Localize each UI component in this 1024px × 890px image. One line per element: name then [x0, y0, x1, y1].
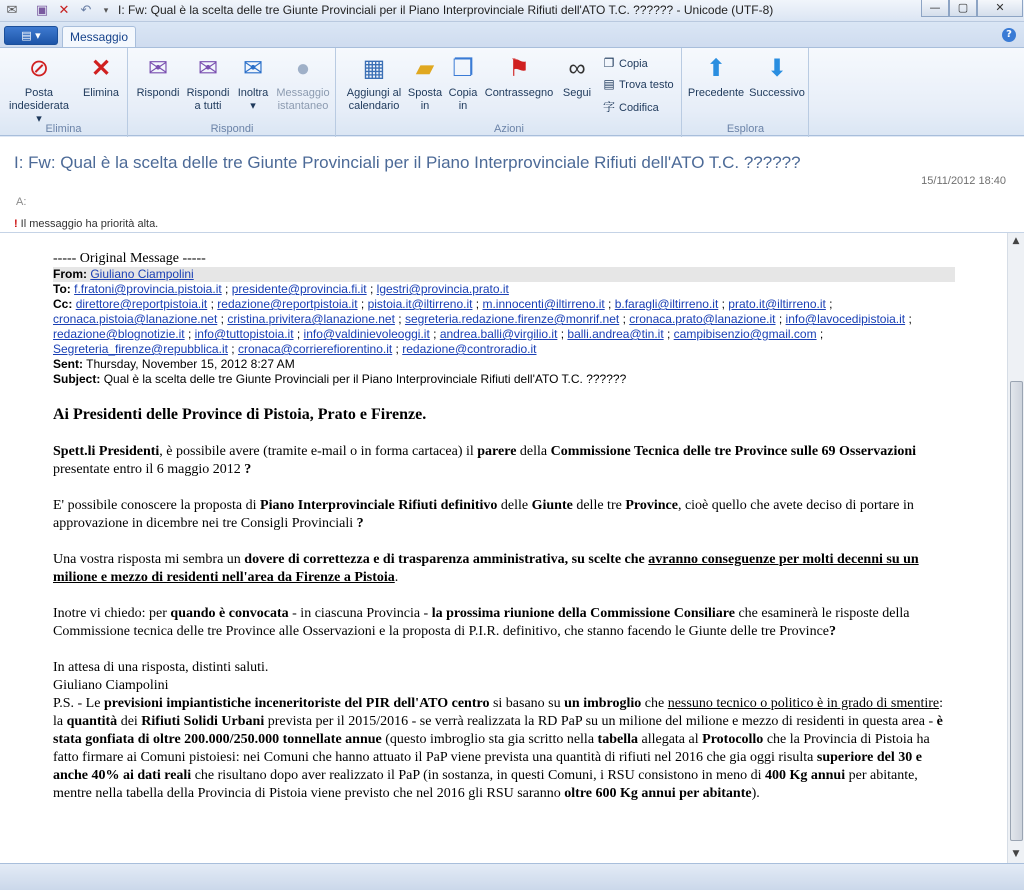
close-button[interactable]: ✕ — [977, 0, 1023, 17]
delete-button[interactable] — [76, 54, 126, 100]
message-header — [0, 137, 1024, 233]
customize-quick-icon[interactable]: ▾ — [103, 6, 109, 16]
ps-h: quantità — [66, 714, 118, 729]
forward-button[interactable] — [233, 54, 273, 113]
p1-d: della — [516, 444, 551, 459]
cc-link[interactable]: direttore@reportpistoia.it — [75, 297, 208, 311]
message-subject: I: Fw: Qual è la scelta delle tre Giunte Provinciali per il Piano Interprovinciale Rifiuti dell'ATO T.C. ?????? — [14, 153, 801, 172]
cc-field-label: Cc: — [53, 297, 73, 311]
sent-value: Thursday, November 15, 2012 8:27 AM — [86, 357, 295, 371]
cc-line: cronaca.pistoia@lanazione.net ; cristina.privitera@lanazione.net ; segreteria.redazione.firenze@monrif.net ; cronaca.prato@lanazione.it ; info@lavocedipistoia.it ; — [53, 312, 912, 326]
reply-all-icon: ✉ — [197, 55, 219, 82]
original-subject-value: Qual è la scelta delle tre Giunte Provinciali per il Piano Interprovinciale Rifiuti dell'ATO T.C. ?????? — [103, 372, 627, 386]
ps-w: ). — [751, 786, 760, 801]
from-link[interactable]: Giuliano Ciampolini — [90, 267, 194, 281]
messenger-icon: ● — [295, 55, 311, 82]
reply-quick-icon[interactable]: ↶ — [80, 3, 92, 18]
previous-button[interactable] — [687, 54, 745, 100]
cc-link[interactable]: cronaca.prato@lanazione.it — [629, 312, 776, 326]
folder-move-icon: ▰ — [415, 55, 435, 82]
p2-f: Province — [625, 498, 678, 513]
ps-d: un imbroglio — [564, 696, 642, 711]
ps-m: (questo imbroglio sta gia scritto nella — [381, 732, 598, 747]
original-subject-line — [53, 372, 953, 387]
group-delete — [0, 48, 128, 137]
to-link[interactable]: f.fratoni@provincia.pistoia.it — [74, 282, 222, 296]
forward-label-1: Inoltra — [237, 87, 269, 99]
p2-d: Giunte — [531, 498, 573, 513]
copy-to-icon: ❐ — [452, 55, 474, 82]
p2-h: ? — [356, 516, 364, 531]
glasses-icon: ∞ — [568, 55, 586, 82]
ps-u: per abitante, mentre nella tabella della Provincia di Pistoia viene previsto che nel 2016 gli RSU saranno — [53, 768, 918, 801]
closing-1: In attesa di una risposta, distinti saluti. — [53, 660, 269, 675]
ps-q: che la Provincia di Pistoia ha fatto firmare ai Comuni pistoiesi: nei Comuni che hanno attuato il PaP viene prevista una quantità di rifiuti nel 2016 che gia oggi risulta — [53, 732, 930, 765]
cc-link[interactable]: cronaca@corrierefiorentino.it — [237, 342, 393, 356]
junk-label-1: Posta — [24, 87, 54, 99]
scroll-down-icon[interactable]: ▼ — [1012, 849, 1020, 859]
p2-a: E' possibile conoscere la proposta di — [53, 498, 261, 513]
p2-b: Piano Interprovinciale Rifiuti definitivo — [260, 498, 498, 513]
ps-a: P.S. - Le — [53, 696, 104, 711]
copy-to-button[interactable] — [445, 54, 481, 113]
window-title: I: Fw: Qual è la scelta delle tre Giunte Provinciali per il Piano Interprovinciale Rifiuti dell'ATO T.C. ?????? - Unicode (UTF-8) — [118, 3, 774, 17]
cc-link[interactable]: b.faragli@iltirreno.it — [614, 297, 719, 311]
copy-label: Copia — [619, 58, 648, 70]
arrow-up-icon: ⬆ — [705, 55, 727, 82]
original-subject-label: Subject: — [53, 372, 101, 386]
ps-n: tabella — [597, 732, 638, 747]
sent-label: Sent: — [53, 357, 83, 371]
cc-line: Segreteria_firenze@repubblica.it ; cronaca@corrierefiorentino.it ; redazione@controradio.it — [53, 342, 537, 356]
cc-link[interactable]: cristina.privitera@lanazione.net — [227, 312, 395, 326]
add-to-calendar-button[interactable] — [341, 54, 407, 113]
p4-c: - in ciascuna Provincia - — [288, 606, 432, 621]
p3-d: avranno conseguenze per molti decenni su un milione e mezzo di residenti nell'area da Firenze a Pistoia — [53, 552, 919, 585]
calendar-icon: ▦ — [362, 55, 386, 82]
im-label-1: Messaggio — [276, 87, 330, 99]
cc-link[interactable]: info@tuttopistoia.it — [194, 327, 294, 341]
instant-message-button — [273, 54, 333, 113]
tab-message[interactable]: Messaggio — [62, 26, 136, 48]
ps-p: Protocollo — [702, 732, 764, 747]
priority-notice — [14, 218, 158, 230]
p1-g: ? — [244, 462, 252, 477]
closing — [53, 659, 953, 803]
reply-label: Rispondi — [136, 87, 180, 99]
cc-link[interactable]: prato.it@iltirreno.it — [728, 297, 826, 311]
to-line: To: f.fratoni@provincia.pistoia.it ; presidente@provincia.fi.it ; lgestri@provincia.prato.it — [53, 282, 509, 296]
forward-label-2: ▾ — [250, 100, 256, 112]
greeting-heading: Ai Presidenti delle Province di Pistoia, Prato e Firenze. — [53, 406, 427, 423]
next-button[interactable] — [747, 54, 807, 100]
paragraph-2 — [53, 497, 953, 533]
ps-t: 400 Kg annui — [764, 768, 846, 783]
maximize-button[interactable]: ▢ — [949, 0, 977, 17]
from-line — [53, 267, 955, 282]
junk-quick-icon[interactable]: ▣ — [35, 3, 49, 18]
watch-button[interactable] — [557, 54, 597, 100]
flag-icon: ⚑ — [508, 55, 530, 82]
p4-a: Inotre vi chiedo: per — [53, 606, 171, 621]
message-date: 15/11/2012 18:40 — [921, 175, 1006, 187]
group-explore — [683, 48, 809, 137]
p4-f: ? — [829, 624, 836, 639]
p2-e: delle tre — [572, 498, 626, 513]
paragraph-3 — [53, 551, 953, 587]
ps-e: che — [641, 696, 668, 711]
find-page-icon: ▤ — [603, 77, 615, 91]
minimize-button[interactable]: — — [921, 0, 949, 17]
signature: Giuliano Ciampolini — [53, 678, 169, 693]
p1-c: parere — [477, 444, 517, 459]
copy-button[interactable] — [601, 56, 648, 70]
to-link[interactable]: presidente@provincia.fi.it — [231, 282, 367, 296]
delete-label: Elimina — [82, 87, 120, 99]
high-priority-icon: ! — [14, 218, 18, 230]
cc-link[interactable]: info@lavocedipistoia.it — [785, 312, 906, 326]
find-label: Trova testo — [619, 79, 674, 91]
p4-d: la prossima riunione della Commissione Consiliare — [431, 606, 735, 621]
move-label-2: in — [420, 100, 430, 112]
ps-j: Rifiuti Solidi Urbani — [141, 714, 265, 729]
ps-b: previsioni impiantistiche inceneritoriste del PIR dell'ATO centro — [103, 696, 490, 711]
group-reply — [129, 48, 336, 137]
reply-icon: ✉ — [147, 55, 169, 82]
encoding-button[interactable] — [601, 98, 659, 115]
ps-o: allegata al — [638, 732, 703, 747]
p1-b: , è possibile avere (tramite e-mail o in forma cartacea) il — [159, 444, 478, 459]
mail-app-icon[interactable]: ✉ — [6, 3, 18, 18]
title-bar — [0, 0, 1024, 22]
paragraph-4 — [53, 605, 953, 641]
move-label-1: Sposta — [407, 87, 443, 99]
sent-line — [53, 357, 953, 372]
calendar-label-1: Aggiungi al — [346, 87, 402, 99]
group-label-reply: Rispondi — [210, 123, 254, 135]
cc-link[interactable]: info@valdinievoleoggi.it — [303, 327, 430, 341]
encoding-label: Codifica — [619, 102, 659, 114]
flag-label: Contrassegno — [484, 87, 554, 99]
p1-a: Spett.li Presidenti — [53, 444, 160, 459]
cc-link[interactable]: Segreteria_firenze@repubblica.it — [53, 342, 228, 356]
vertical-scrollbar[interactable] — [1007, 233, 1024, 863]
group-label-actions: Azioni — [494, 123, 524, 135]
cc-link[interactable]: redazione@reportpistoia.it — [217, 297, 358, 311]
ps-s: che risultano dopo aver realizzato il PaP (in sostanza, in questi Comuni, i RSU consistono in meno di — [191, 768, 765, 783]
scroll-up-icon[interactable]: ▲ — [1012, 236, 1020, 246]
copy-to-label-2: in — [458, 100, 468, 112]
p1-f: presentate entro il 6 maggio 2012 — [53, 462, 245, 477]
copy-to-label-1: Copia — [448, 87, 478, 99]
move-to-button[interactable] — [407, 54, 443, 113]
flag-button[interactable] — [483, 54, 555, 100]
ps-l: è stata gonfiata di oltre 200.000/250.000 tonnellate annue — [53, 714, 943, 747]
paragraph-1 — [53, 443, 953, 479]
original-message-label: ----- Original Message ----- — [53, 251, 206, 266]
cc-link[interactable]: m.innocenti@iltirreno.it — [482, 297, 605, 311]
ps-r: superiore del 30 e anche 40% ai dati reali — [53, 750, 922, 783]
cc-link[interactable]: redazione@blognotizie.it — [53, 327, 185, 341]
group-label-delete: Elimina — [45, 123, 82, 135]
cc-link[interactable]: andrea.balli@virgilio.it — [439, 327, 558, 341]
p2-c: delle — [497, 498, 532, 513]
to-link[interactable]: lgestri@provincia.prato.it — [376, 282, 509, 296]
forward-icon: ✉ — [242, 55, 264, 82]
ps-f: nessuno tecnico o politico è in grado di smentire — [667, 696, 940, 711]
no-entry-icon: ⊘ — [28, 55, 50, 82]
status-bar — [0, 863, 1024, 890]
ribbon — [0, 47, 1024, 136]
reply-all-label-1: Rispondi — [186, 87, 230, 99]
ps-i: dei — [117, 714, 142, 729]
to-field-label: To: — [53, 282, 71, 296]
ribbon-tabs — [0, 22, 1024, 47]
cc-line: redazione@blognotizie.it ; info@tuttopistoia.it ; info@valdinievoleoggi.it ; andrea.balli@virgilio.it ; balli.andrea@tin.it ; campibisenzio@gmail.com ; — [53, 327, 824, 341]
p4-b: quando è convocata — [170, 606, 289, 621]
ps-c: si basano su — [489, 696, 565, 711]
reply-all-button[interactable] — [183, 54, 233, 113]
reply-button[interactable] — [133, 54, 183, 100]
p1-e: Commissione Tecnica delle tre Province sulle 69 Osservazioni — [550, 444, 917, 459]
junk-label-2: indesiderata ▾ — [9, 100, 69, 125]
ps-k: prevista per il 2015/2016 - se verrà realizzata la RD PaP su un milione del milione e mezzo di residenti in questa area - — [264, 714, 937, 729]
p3-e: . — [394, 570, 399, 585]
delete-x-icon: ✕ — [90, 55, 112, 82]
previous-label: Precedente — [687, 87, 745, 99]
ps-v: oltre 600 Kg annui per abitante — [564, 786, 752, 801]
junk-button[interactable] — [6, 54, 72, 126]
copy-icon: ❐ — [603, 56, 615, 70]
p3-b: dovere di correttezza e di trasparenza amministrativa — [244, 552, 565, 567]
help-icon[interactable]: ? — [1002, 28, 1016, 42]
scroll-thumb[interactable] — [1010, 381, 1023, 841]
p3-a: Una vostra risposta mi sembra un — [53, 552, 245, 567]
app-menu-button[interactable]: ▤ ▾ — [4, 26, 58, 45]
group-label-explore: Esplora — [726, 123, 765, 135]
message-body-pane — [0, 233, 1024, 863]
encoding-icon: 字 — [602, 100, 615, 114]
ps-g: : la — [53, 696, 943, 729]
cc-link[interactable]: segreteria.redazione.firenze@monrif.net — [404, 312, 620, 326]
watch-label: Segui — [562, 87, 592, 99]
arrow-down-icon: ⬇ — [766, 55, 788, 82]
cc-line: Cc: direttore@reportpistoia.it ; redazione@reportpistoia.it ; pistoia.it@iltirreno.it ; m.innocenti@iltirreno.it ; b.faragli@iltirreno.it ; prato.it@iltirreno.it ; — [53, 297, 833, 311]
reply-all-label-2: a tutti — [194, 100, 222, 112]
message-body — [53, 251, 953, 803]
from-label: From: — [53, 267, 87, 281]
cc-link[interactable]: campibisenzio@gmail.com — [673, 327, 817, 341]
cc-link[interactable]: pistoia.it@iltirreno.it — [367, 297, 473, 311]
find-text-button[interactable] — [601, 77, 674, 91]
cc-link[interactable]: balli.andrea@tin.it — [567, 327, 664, 341]
cc-link[interactable]: redazione@controradio.it — [402, 342, 537, 356]
priority-text: Il messaggio ha priorità alta. — [20, 218, 159, 230]
p3-c: , su scelte che — [564, 552, 649, 567]
calendar-label-2: calendario — [348, 100, 400, 112]
to-label: A: — [16, 196, 27, 208]
p4-e: che esaminerà le risposte della Commissione tecnica delle tre Province alle Osservazioni e la proposta di P.I.R. definitivo, che stanno facendo le Giunte delle tre Province — [53, 606, 910, 639]
im-label-2: istantaneo — [277, 100, 329, 112]
cc-link[interactable]: cronaca.pistoia@lanazione.net — [53, 312, 218, 326]
group-actions — [337, 48, 682, 137]
delete-quick-icon[interactable]: ✕ — [58, 3, 70, 18]
next-label: Successivo — [749, 87, 805, 99]
p2-g: , cioè quello che avete deciso di portare in approvazione in dicembre nei tre Consigli Provinciali — [53, 498, 914, 531]
